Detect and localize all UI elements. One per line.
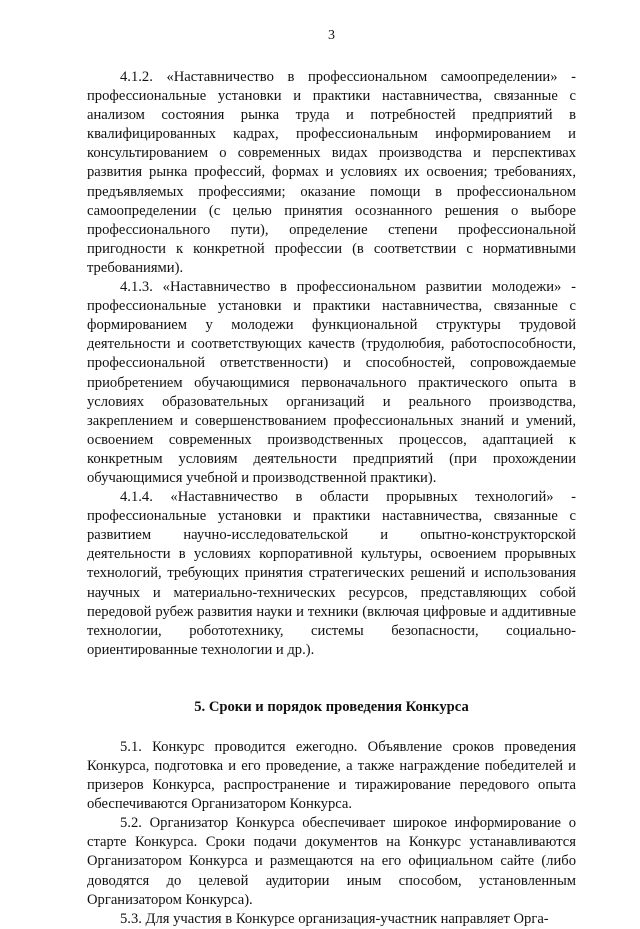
paragraph-5-1: 5.1. Конкурс проводится ежегодно. Объявление сроков проведения Конкурса, подготовка и его проведение, а также награждение победителей и призеров Конкурса, распространение и тиражирование передового опыта обеспечиваются Организатором Конкурса.	[87, 738, 576, 813]
paragraph-5-3: 5.3. Для участия в Конкурсе организация-участник направляет Орга-	[120, 910, 549, 927]
page-number: 3	[328, 28, 335, 43]
paragraph-4-1-3: 4.1.3. «Наставничество в профессиональном развитии молодежи» - профессиональные установки и практики наставничества, связанные с формированием у молодежи функциональной структуры трудовой деятельности и соответствующих качеств (трудолюбия, работоспособности, профессиональной ответственности) и способностей, сопровождаемые приобретением обучающимися первоначального практического опыта в условиях образовательных организаций и реального производства, закреплением и совершенствованием профессиональных знаний и умений, освоением современных производственных процессов, адаптацией к конкретным условиям деятельности предприятий (при прохождении обучающимися учебной и производственной практики).	[87, 279, 576, 486]
section-heading: 5. Сроки и порядок проведения Конкурса	[194, 698, 469, 715]
paragraph-4-1-2: 4.1.2. «Наставничество в профессиональном самоопределении» - профессиональные установки и практики наставничества, связанные с анализом состояния рынка труда и потребностей предприятий в квалифицированных кадрах, профессиональным информированием и консультированием о современных видах производства и перспективах развития рынка профессий, формах и условиях их освоения; требованиях, предъявляемых профессиями; оказание помощи в профессиональном самоопределении (с целью принятия осознанного решения о выборе профессионального пути), определение степени профессиональной пригодности к конкретной профессии (в соответствии с нормативными требованиями).	[87, 69, 576, 276]
paragraph-5-2: 5.2. Организатор Конкурса обеспечивает широкое информирование о старте Конкурса. Сроки подачи документов на Конкурс устанавливаются Организатором Конкурса и размещаются на его официальном сайте (либо доводятся до целевой аудитории иным способом, установленным Организатором Конкурса).	[87, 815, 576, 908]
paragraph-4-1-4: 4.1.4. «Наставничество в области прорывных технологий» - профессиональные установки и практики наставничества, связанные с развитием научно-исследовательской и опытно-конструкторской деятельности в условиях корпоративной культуры, освоением прорывных технологий, требующих принятия стратегических решений и использования научных и материально-технических ресурсов, представляющих собой передовой рубеж развития науки и техники (включая цифровые и аддитивные технологии, робототехнику, системы безопасности, социально-ориентированные технологии и др.).	[87, 489, 576, 658]
